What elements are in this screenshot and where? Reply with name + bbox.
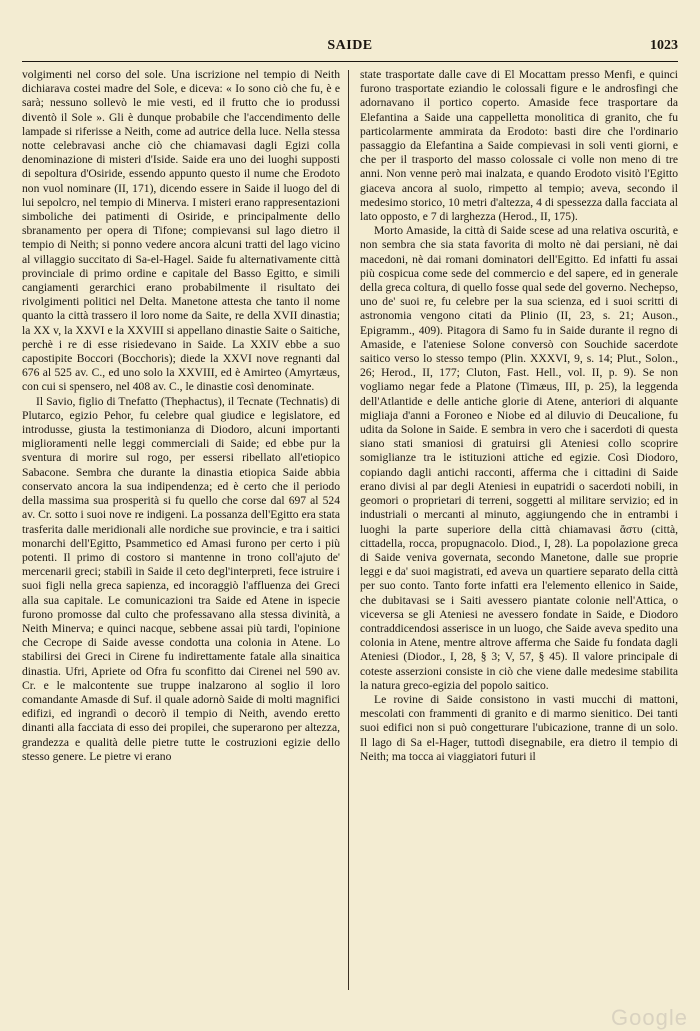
page-number: 1023 xyxy=(650,38,678,53)
watermark: Google xyxy=(611,1005,688,1030)
paragraph: state trasportate dalle cave di El Mocattam presso Menfi, e quinci furono trasportate eziandio le colossali figure e le androsfingi che adornavano il portico coperto. Amaside fece trasportare da Elefantina a Saide una cappelletta monolitica di granito, che fu particolarmente ammirata da Erodoto: basti dire che l'ordinario passaggio da Elefantina a Saide compievasi in soli venti giorni, e che per il trasporto del masso colossale ci volle non meno di tre anni. Non venne però mai inalzata, e quando Erodoto visitò l'Egitto giaceva ancora al suolo, rimpetto al tempio; aveva, secondo il medesimo storico, 10 metri d'altezza, 4 di spessezza dalla facciata al lato opposto, e 7 di larghezza (Herod., II, 175). xyxy=(360,68,678,224)
running-head: SAIDE xyxy=(327,38,373,53)
paragraph: volgimenti nel corso del sole. Una iscrizione nel tempio di Neith dichiarava costei madre del Sole, e diceva: « Io sono ciò che fu, è e sarà; nessuno sollevò le mie vesti, ed il frutto che io produssi diventò il Sole ». Gli è dunque probabile che l'accendimento delle lampade si riferisse a Neith, come ad autrice della luce. Nella stessa notte celebravasi anche ciò che chiamavasi dagli Egizi colla denominazione di misteri d'Iside. Saide era uno dei luoghi supposti di sepoltura d'Osiride, essendo appunto questo il nume che Erodoto non vuol nominare (II, 171), dicendo essere in Saide il luogo del di lui sepolcro, nel tempio di Minerva. I misteri erano rappresentazioni simboliche dei patimenti di Osiride, e principalmente dello sbranamento per opera di Tifone; compievansi sul lago dietro il tempio di Neith; si ponno vedere ancora alcuni tratti del lago vicino al villaggio succitato di Sa-el-Hagel. Saide fu alternativamente città provinciale di primo ordine e capitale del Basso Egitto, e simili cangiamenti gerarchici erano probabilmente il risultato dei rivolgimenti politici nel Delta. Manetone attesta che tanto il nome quanto la città trassero il loro nome da Saite, re della XVII dinastia; la XX v, la XXVI e la XXVIII si appellano dinastie Saite o Saitiche, perchè i re di esse risiedevano in Saide. La XXIV ebbe a suo capostipite Boccori (Bocchoris); diede la XXVI nove regnanti dal 676 al 525 av. C., ed uno solo la XXVIII, ed è Amirteo (Amyrtæus, con cui si spensero, nel 408 av. C., le dinastie così denominate. xyxy=(22,68,340,394)
paragraph: Morto Amaside, la città di Saide scese ad una relativa oscurità, e non sembra che sia stata favorita di molto nè dai persiani, nè dai macedoni, nè dai romani dominatori dell'Egitto. Ed infatti fu assai più cospicua come sede del commercio e del sapere, ed in generale della greca coltura, di quello fosse qual sede del governo. Nechepso, uno de' suoi re, fu celebre per la sua scienza, ed i suoi scritti di astronomia vengono citati da Plinio (II, 23, s. 21; Auson., Epigramm., 409). Pitagora di Samo fu in Saide durante il regno di Amaside, e l'ateniese Solone conversò con Souchide sacerdote saitico verso lo stesso tempo (Plin. XXXVI, 9, s. 14; Plut., Solon., 26; Herod., II, 177; Cluton, Fast. Hell., vol. II, p. 9). Se non vogliamo negar fede a Platone (Timæus, III, p. 25), la leggenda dell'Atlantide e delle antiche glorie di Atene, anteriori di alquante migliaja d'anni a Foroneo e Niobe ed al diluvio di Deucalione, fu udita da Solone in Saide. E sembra in vero che i sacerdoti di questa siano stati smaniosi di gratuirsi gli Ateniesi collo scoprire somiglianze tra le istituzioni attiche ed egizie. Così Diodoro, copiando dagli antichi racconti, afferma che i cittadini di Saide erano divisi al par degli Ateniesi in eupatridi o sacerdoti nobili, in geomori o proprietari di terreni, soggetti al militare servizio; ed in industriali o mercanti al minuto, aggiungendo che in entrambi i luoghi la parte superiore della città chiamavasi ἄστυ (città, cittadella, rocca, propugnacolo. Diod., I, 28). La popolazione greca di Saide veniva governata, secondo Manetone, dalle sue proprie leggi e da' suoi magistrati, ed aveva un quartiere separato della città per suo conto. Tanto forte infatti era l'elemento ellenico in Saide, che dubitavasi se i Saiti avessero piantate colonie nell'Attica, o viceversa se gli Ateniesi ne avessero fondate in Saide, e Diodoro contraddicendosi asserisce in un luogo, che Saide aveva spedito una colonia in Atene, mentre altrove afferma che Saide fu fondata dagli Ateniesi (Diodor., I, 28, § 3; V, 57, § 45). Il valore principale di coteste asserzioni consiste in ciò che viene dalle medesime stabilita la natura greco-egizia del popolo saitico. xyxy=(360,224,678,692)
text-columns xyxy=(22,68,678,998)
header-rule xyxy=(22,61,678,62)
paragraph: Il Savio, figlio di Tnefatto (Thephactus), il Tecnate (Technatis) di Plutarco, egizio Pehor, fu celebre qual giudice e legislatore, ed introdusse, giusta la testimonianza di Diodoro, alcuni importanti miglioramenti nelle leggi commerciali di Saide; ed ebbe pur la sventura di morire sul rogo, per essersi ribellato all'etiopico Sabacone. Sembra che durante la dinastia etiopica Saide abbia conservato ancora la sua indipendenza; ed è certo che il periodo della massima sua prosperità si fu quello che corse dal 697 al 524 av. Cr. sotto i suoi nove re indigeni. La possanza dell'Egitto era stata trasferita dalle meridionali alle nordiche sue provincie, e tra i saitici monarchi dell'Egitto, Psammetico ed Amasi furono per certo i più potenti. Il primo di costoro si mantenne in trono coll'ajuto de' mercenarii greci; stabilì in Saide il ceto degl'interpreti, fece istruire i suoi figli nella greca sapienza, ed incoraggiò l'affluenza dei Greci alla sua capitale. Le comunicazioni tra Saide ed Atene in ispecie furono promosse dal culto che professavano alla stessa divinità, a Neith Minerva; e quinci nacque, sebbene assai più tardi, l'opinione che Cecrope di Saide avesse condotta una colonia in Atene. Lo stabilirsi dei Greci in Cirene fu indirettamente fatale alla sinaitica dinastia. Ufri, Apriete od Ofra fu sconfitto dai Cirenei nel 590 av. Cr. e le malcontente sue truppe inalzarono al soglio il loro comandante Amasde di Suf. il quale adornò Saide di molti magnifici edifizi, ed ingrandì o decorò il tempio di Neith, avendo eretto dinanti alla facciata di esso dei propilei, che superarono per altezza, grandezza e qualità delle pietre tutte le costruzioni egizie dello stesso genere. Le pietre vi erano xyxy=(22,394,340,763)
column-divider xyxy=(348,70,349,990)
left-column xyxy=(22,68,340,998)
paragraph: Le rovine di Saide consistono in vasti mucchi di mattoni, mescolati con frammenti di granito e di marmo sienitico. Dei tanti suoi edifici non si può congetturare l'ubicazione, tranne di un solo. Il lago di Sa el-Hager, tuttodì disegnabile, era dietro il tempio di Neith; ma tocca ai viaggiatori futuri il xyxy=(360,692,678,763)
page-header xyxy=(22,38,678,58)
right-column xyxy=(360,68,678,998)
